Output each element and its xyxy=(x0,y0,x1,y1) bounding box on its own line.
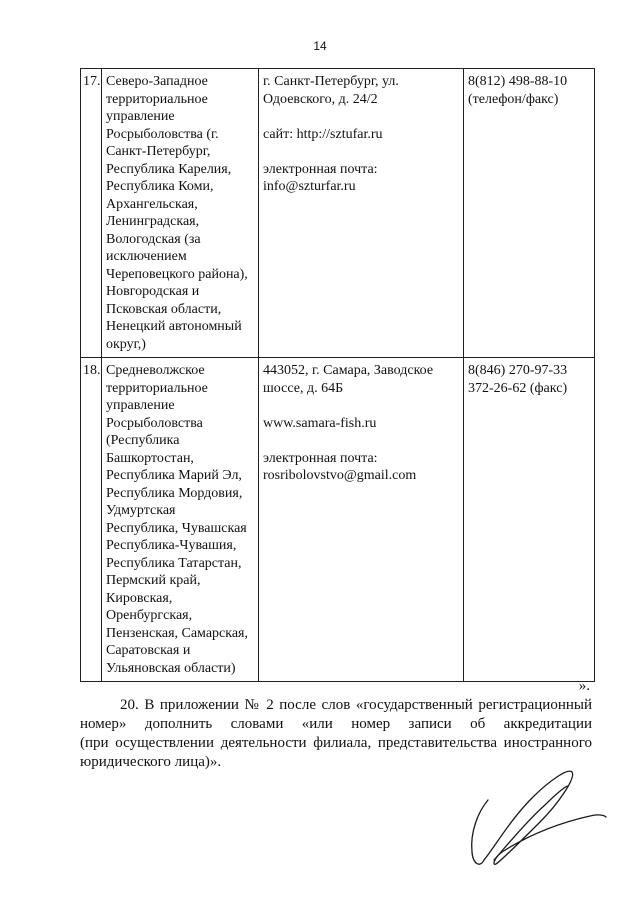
office-name-line: Росрыболовства (г. xyxy=(106,126,219,142)
page-number: 14 xyxy=(313,39,327,53)
office-name-line: исключением xyxy=(106,249,187,264)
address-line: Одоевского, д. 24/2 xyxy=(263,91,378,107)
handwritten-signature-icon xyxy=(450,760,610,875)
row-number: 17. xyxy=(81,69,102,358)
office-phone-cell xyxy=(464,69,595,358)
office-name-line: Республика Мордовия, xyxy=(106,485,243,501)
office-name-line: территориальное xyxy=(106,380,208,396)
phone-line: 372-26-62 (факс) xyxy=(468,380,568,396)
office-name-line: Оренбургская, xyxy=(106,608,193,623)
office-name-line: Новгородская и xyxy=(106,284,200,299)
email-address: rosribolovstvo@gmail.com xyxy=(263,468,417,483)
office-name-line: Пензенская, Самарская, xyxy=(106,625,248,641)
closing-quote: ». xyxy=(578,678,590,694)
office-name-line: Санкт-Петербург, xyxy=(106,144,211,159)
email-label: электронная почта: xyxy=(263,161,378,177)
paragraph-line: (при осуществлении деятельности филиала, представительства иностранного xyxy=(80,735,592,751)
office-name-cell xyxy=(102,358,259,682)
website: www.samara-fish.ru xyxy=(263,415,377,431)
address-line: шоссе, д. 64Б xyxy=(263,380,344,396)
office-name-line: Республика-Чувашия, xyxy=(106,538,237,553)
office-name-line: Архангельская, xyxy=(106,196,198,212)
office-contacts-cell xyxy=(259,69,464,358)
office-name-line: Средневолжское xyxy=(106,363,205,378)
office-name-line: Башкортостан, xyxy=(106,450,194,466)
office-name-line: округ,) xyxy=(106,336,146,352)
office-name-line: управление xyxy=(106,109,175,124)
office-name-line: Ленинградская, xyxy=(106,214,200,229)
office-name-line: Республика Коми, xyxy=(106,179,214,194)
office-name-line: Кировская, xyxy=(106,590,173,606)
website: сайт: http://sztufar.ru xyxy=(263,126,383,142)
phone-line: 8(846) 270-97-33 xyxy=(468,363,568,378)
office-name-line: Вологодская (за xyxy=(106,231,201,247)
territorial-offices-table xyxy=(80,68,595,682)
office-name-line: Республика Татарстан, xyxy=(106,555,242,571)
office-name-cell xyxy=(102,69,259,358)
office-name-line: территориальное xyxy=(106,91,208,107)
office-name-line: Пермский край, xyxy=(106,573,201,588)
email-label: электронная почта: xyxy=(263,450,378,466)
office-name-line: Удмуртская xyxy=(106,503,176,518)
phone-line: 8(812) 498-88-10 xyxy=(468,74,568,89)
office-name-line: Республика, Чувашская xyxy=(106,520,247,536)
office-phone-cell xyxy=(464,358,595,682)
table-row xyxy=(81,358,595,682)
table-row xyxy=(81,69,595,358)
paragraph-line: 20. В приложении № 2 после слов «государственный регистрационный xyxy=(120,697,592,713)
email-address: info@szturfar.ru xyxy=(263,179,356,194)
office-name-line: Ульяновская области) xyxy=(106,660,236,676)
office-name-line: (Республика xyxy=(106,433,180,448)
office-name-line: Республика Карелия, xyxy=(106,161,232,177)
office-name-line: Ненецкий автономный xyxy=(106,319,242,334)
office-name-line: Саратовская и xyxy=(106,643,191,658)
office-name-line: Псковская области, xyxy=(106,301,222,317)
office-name-line: управление xyxy=(106,398,175,413)
paragraph-line: номер» дополнить словами «или номер записи об аккредитации xyxy=(80,716,592,732)
office-contacts-cell xyxy=(259,358,464,682)
phone-line: (телефон/факс) xyxy=(468,91,559,107)
row-number: 18. xyxy=(81,358,102,682)
office-name-line: Северо-Западное xyxy=(106,74,208,89)
address-line: г. Санкт-Петербург, ул. xyxy=(263,74,399,89)
office-name-line: Республика Марий Эл, xyxy=(106,468,242,483)
office-name-line: Череповецкого района), xyxy=(106,266,248,282)
address-line: 443052, г. Самара, Заводское xyxy=(263,363,434,378)
paragraph-line: юридического лица)». xyxy=(80,754,222,770)
office-name-line: Росрыболовства xyxy=(106,415,203,431)
